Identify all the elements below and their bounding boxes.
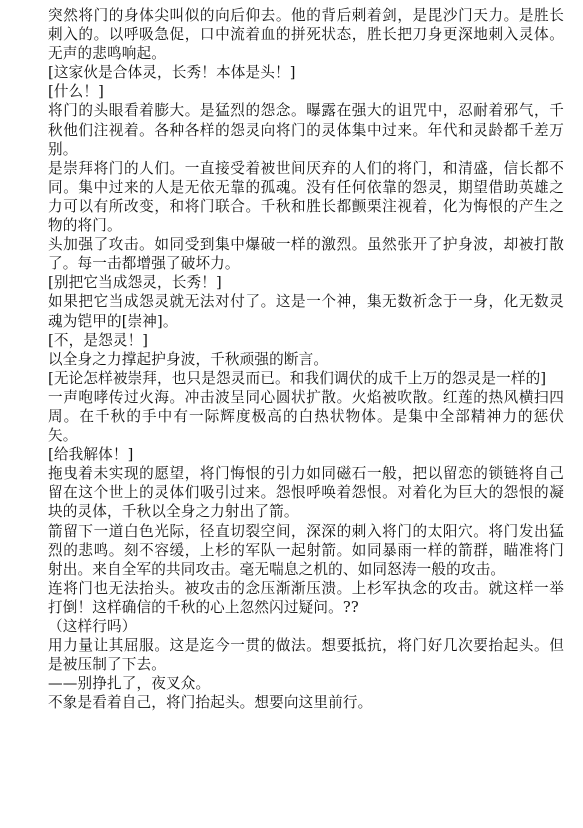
- dialogue-line: ——别挣扎了，夜叉众。: [48, 675, 211, 693]
- paragraph: 将门的头眼看着膨大。是猛烈的怨念。曝露在强大的诅咒中，忍耐着邪气，千秋他们注视着。各种各样的怨灵向将门的灵体集中过来。年代和灵龄都千差万别。: [48, 102, 564, 158]
- dialogue-line: [给我解体！]: [48, 446, 134, 464]
- paragraph: 是崇拜将门的人们。一直接受着被世间厌弃的人们的将门，和清盛，信长都不同。集中过来的人是无依无靠的孤魂。没有任何依靠的怨灵，期望借助英雄之力可以有所改变，和将门联合。千秋和胜长都颤栗注视着，化为悔恨的产生之物的将门。: [48, 159, 564, 235]
- paragraph: 一声咆哮传过火海。冲击波呈同心圆状扩散。火焰被吹散。红莲的热风横扫四周。在千秋的手中有一际辉度极高的白热状物体。是集中全部精神力的惩伏矢。: [48, 388, 564, 445]
- paragraph: 突然将门的身体尖叫似的向后仰去。他的背后刺着剑，是毘沙门天力。是胜长刺入的。以呼吸急促，口中流着血的拼死状态，胜长把刀身更深地刺入灵体。无声的悲鸣响起。: [48, 7, 564, 63]
- dialogue-line: [这家伙是合体灵，长秀！本体是头！]: [48, 64, 296, 82]
- document-page: [48, 6, 564, 712]
- paragraph: 如果把它当成怨灵就无法对付了。这是一个神，集无数祈念于一身，化无数灵魂为铠甲的[崇神]。: [48, 293, 564, 330]
- paragraph: 箭留下一道白色光际，径直切裂空间，深深的刺入将门的太阳穴。将门发出猛烈的悲鸣。刻不容缓，上杉的军队一起射箭。如同暴雨一样的箭群，瞄准将门射出。来自全军的共同攻击。毫无喘息之机的、如同怒涛一般的攻击。: [48, 522, 564, 578]
- paragraph: 以全身之力撑起护身波，千秋顽强的断言。: [48, 350, 329, 368]
- paragraph: 连将门也无法抬头。被攻击的念压渐渐压溃。上杉军执念的攻击。就这样一举打倒！这样确信的千秋的心上忽然闪过疑问。??: [48, 579, 564, 616]
- paragraph: 不象是看着自己，将门抬起头。想要向这里前行。: [48, 694, 373, 712]
- dialogue-line: [别把它当成怨灵，长秀！]: [48, 274, 222, 292]
- dialogue-line: [什么！]: [48, 83, 104, 101]
- paragraph: 头加强了攻击。如同受到集中爆破一样的激烈。虽然张开了护身波，却被打散了。每一击都增强了破坏力。: [48, 236, 564, 273]
- inner-thought-line: （这样行吗）: [48, 618, 137, 635]
- dialogue-line: [无论怎样被崇拜，也只是怨灵而已。和我们调伏的成千上万的怨灵是一样的]: [48, 369, 547, 387]
- paragraph: 用力量让其屈服。这是迄今一贯的做法。想要抵抗，将门好几次要抬起头。但是被压制了下去。: [48, 637, 564, 674]
- paragraph: 拖曳着未实现的愿望，将门悔恨的引力如同磁石一般，把以留恋的锁链将自己留在这个世上的灵体们吸引过来。怨恨呼唤着怨恨。对着化为巨大的怨恨的凝块的灵体，千秋以全身之力射出了箭。: [48, 465, 564, 521]
- dialogue-line: [不，是怨灵！]: [48, 331, 149, 349]
